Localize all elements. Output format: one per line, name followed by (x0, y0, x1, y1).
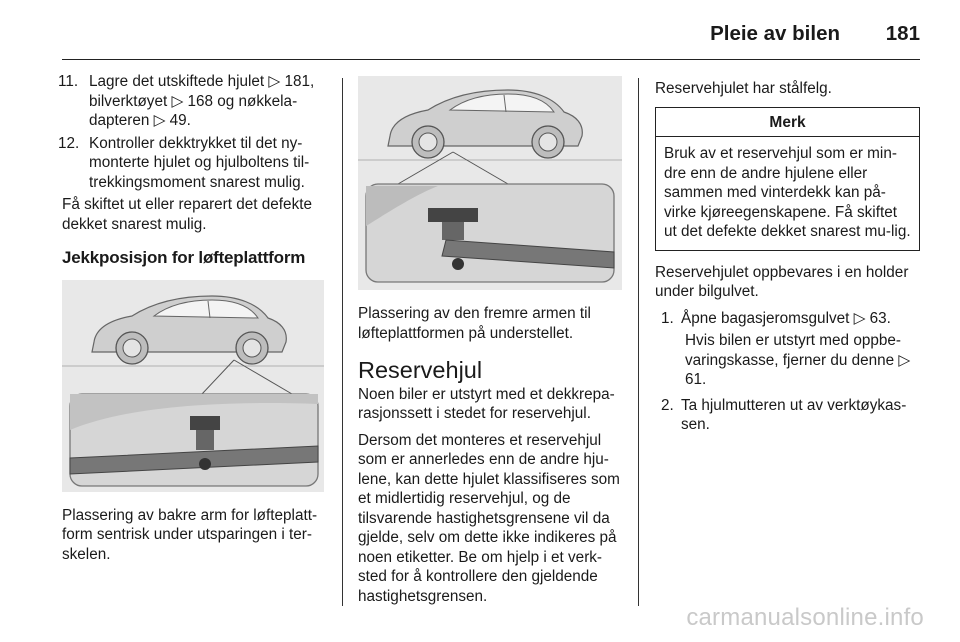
list-text: Lagre det utskiftede hjulet ▷ 181, bilverktøyet ▷ 168 og nøkkela-dapteren ▷ 49. (89, 73, 315, 129)
column-divider-2 (638, 78, 639, 606)
list-number: 12. (58, 134, 80, 152)
figure-rear-lift-point (62, 280, 324, 492)
list-item-continuation: Hvis bilen er utstyrt med oppbe-varingskasse, fjerner du denne ▷ 61. (685, 332, 911, 388)
column-3 (655, 72, 920, 438)
paragraph: Reservehjulet har stålfelg. (655, 80, 832, 97)
page-number: 181 (885, 22, 920, 45)
list-text: Åpne bagasjeromsgulvet ▷ 63. (681, 309, 891, 327)
figure-caption: Plassering av den fremre armen til løfteplattformen på understellet. (358, 305, 591, 342)
list-number: 1. (661, 309, 674, 327)
column-divider-1 (342, 78, 343, 606)
steps-list (655, 309, 920, 435)
section-heading: Reservehjul (358, 357, 483, 383)
section-heading: Jekkposisjon for løfteplattform (62, 248, 306, 267)
paragraph: Dersom det monteres et reservehjul som er annerledes enn de andre hju-lene, kan dette hjulet klassifiseres som et midlertidig reservehjul, og de tilsvarende hastighetsgrensene vil da gjelde, selv om dette ikke indikeres på noen etiketter. Be om hjelp i et verk-sted for å kontrollere den gjeldende hastighetsgrensen. (358, 431, 620, 605)
page-title: Pleie av bilen (710, 22, 840, 45)
watermark: carmanualsonline.info (686, 604, 924, 631)
paragraph: Reservehjulet oppbevares i en holder under bilgulvet. (655, 263, 909, 300)
car-rear-jack-illustration (62, 280, 324, 492)
list-item (659, 396, 920, 435)
list-text: Ta hjulmutteren ut av verktøykas-sen. (681, 396, 907, 433)
car-front-jack-illustration (358, 76, 622, 290)
list-item (58, 134, 325, 193)
header-rule (62, 59, 920, 60)
list-item (58, 72, 325, 131)
column-2 (358, 72, 623, 613)
figure-front-lift-point (358, 76, 622, 290)
page-header (62, 20, 920, 60)
list-number: 2. (661, 396, 674, 414)
note-box (655, 107, 920, 251)
column-1 (58, 72, 325, 571)
note-title: Merk (656, 108, 919, 138)
paragraph: Noen biler er utstyrt med et dekkrepa-rasjonssett i stedet for reservehjul. (358, 385, 615, 422)
list-text: Kontroller dekktrykket til det ny-monterte hjulet og hjulboltens til-trekkingsmoment snarest mulig. (89, 134, 310, 191)
note-body: Bruk av et reservehjul som er min-dre enn de andre hjulene eller sammen med vinterdekk kan på-virke kjøreegenskapene. Få skiftet ut det defekte dekket snarest mu-lig. (664, 145, 911, 240)
figure-caption: Plassering av bakre arm for løfteplatt-form sentrisk under utsparingen i ter-skelen. (62, 506, 318, 563)
list-item (659, 309, 920, 329)
list-number: 11. (58, 73, 79, 90)
paragraph: Få skiftet ut eller reparert det defekte dekket snarest mulig. (62, 196, 312, 233)
